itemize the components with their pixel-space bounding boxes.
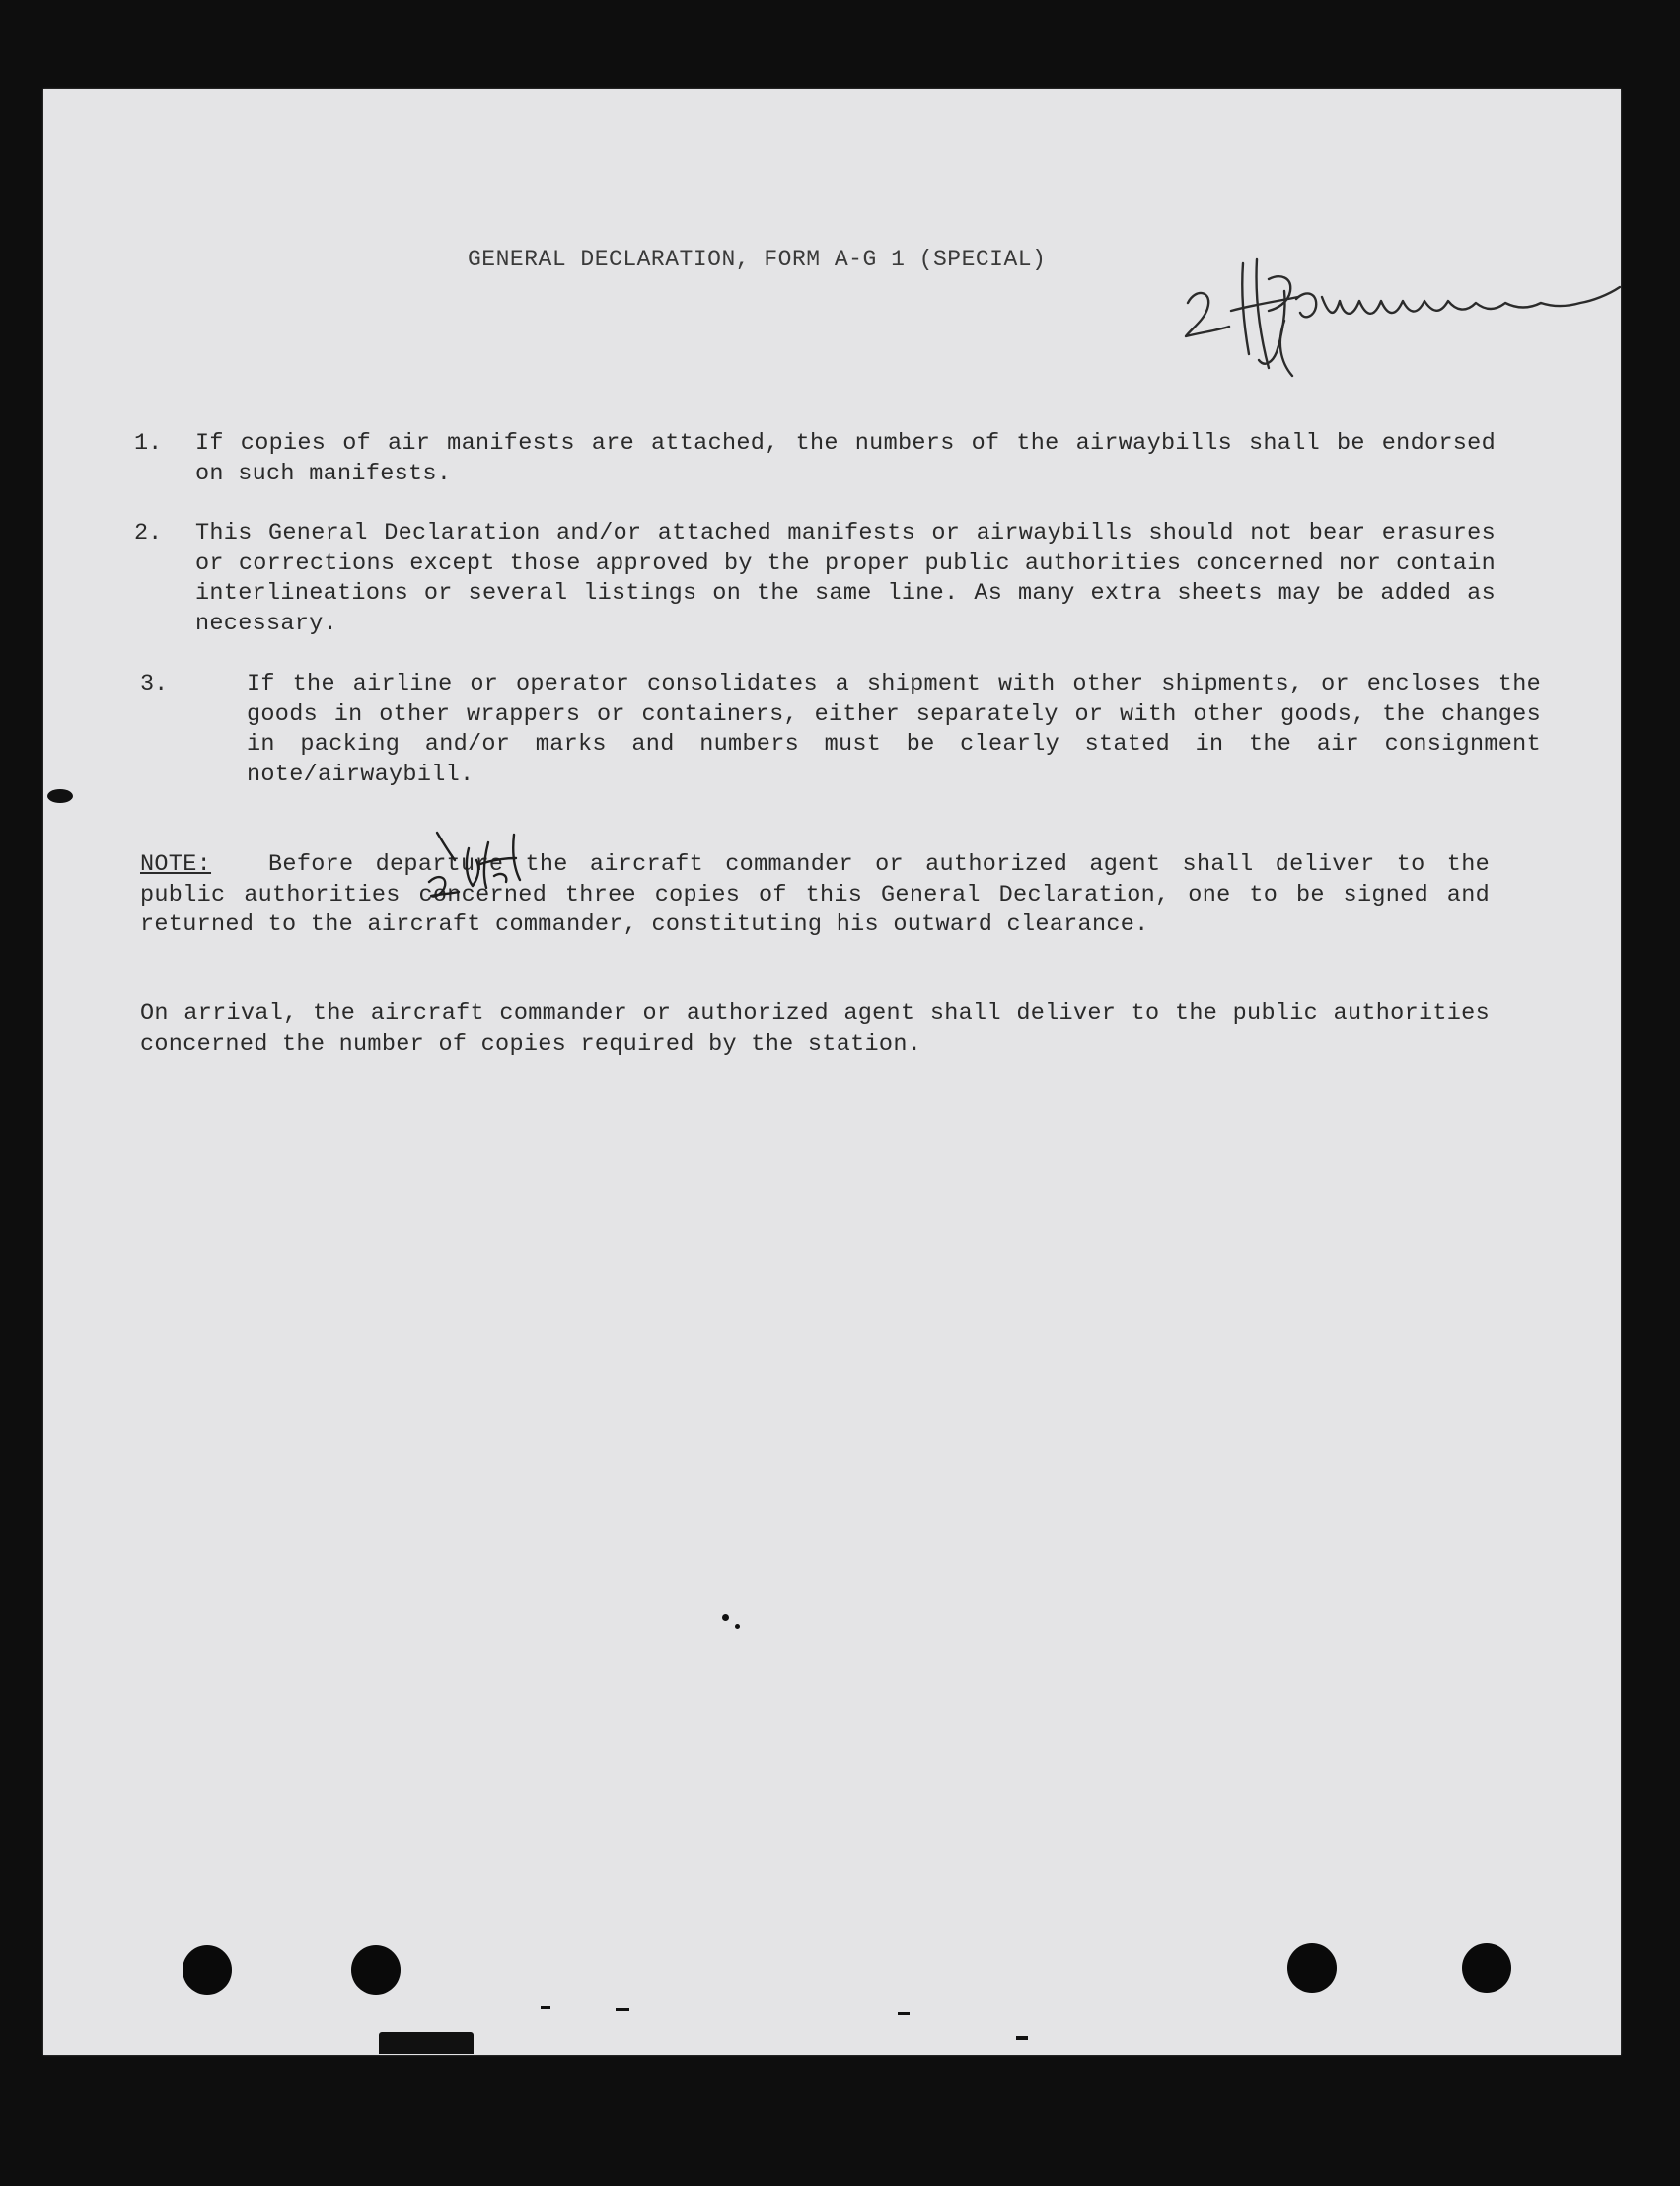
scan-mark [735, 1624, 740, 1629]
note-paragraph [140, 850, 1490, 941]
scan-mark [722, 1614, 729, 1621]
item-number: 1. [134, 430, 163, 457]
list-item [134, 429, 1496, 489]
note-label: NOTE: [140, 851, 212, 878]
item-text: If copies of air manifests are attached, the numbers of the airwaybills shall be endorsed on such manifests. [195, 430, 1496, 487]
list-item [134, 670, 1541, 790]
scan-mark [379, 2032, 474, 2054]
item-text: If the airline or operator consolidates a shipment with other shipments, or encloses the goods in other wrappers or containers, either separately or with other goods, the changes in packing and/or marks and numbers must be clearly stated in the air consignment note/airwaybill. [247, 671, 1541, 788]
page-title: GENERAL DECLARATION, FORM A-G 1 (SPECIAL) [468, 247, 1047, 272]
scan-mark [616, 2008, 629, 2011]
arrival-paragraph: On arrival, the aircraft commander or authorized agent shall deliver to the public authorities concerned the number of copies required by the station. [140, 1000, 1490, 1057]
scan-mark [541, 2006, 550, 2009]
handwritten-annotation [419, 825, 557, 904]
item-number: 2. [134, 520, 163, 546]
item-text: This General Declaration and/or attached manifests or airwaybills should not bear erasures or corrections except those approved by the proper public authorities concerned nor contain interlineations or several listings on the same line. As many extra sheets may be added as necessary. [195, 520, 1496, 637]
scan-mark [47, 789, 73, 803]
list-item [134, 519, 1496, 639]
scan-mark [1016, 2036, 1028, 2040]
punch-hole [1287, 1943, 1337, 1993]
scan-mark [898, 2012, 910, 2015]
handwritten-signature [1174, 252, 1628, 390]
note-text: Before departure the aircraft commander or authorized agent shall deliver to the public authorities concerned three copies of this General Declaration, one to be signed and returned to the aircraft commander, constituting his outward clearance. [140, 851, 1490, 938]
item-number: 3. [140, 671, 169, 697]
punch-hole [183, 1945, 232, 1995]
punch-hole [351, 1945, 401, 1995]
punch-hole [1462, 1943, 1511, 1993]
